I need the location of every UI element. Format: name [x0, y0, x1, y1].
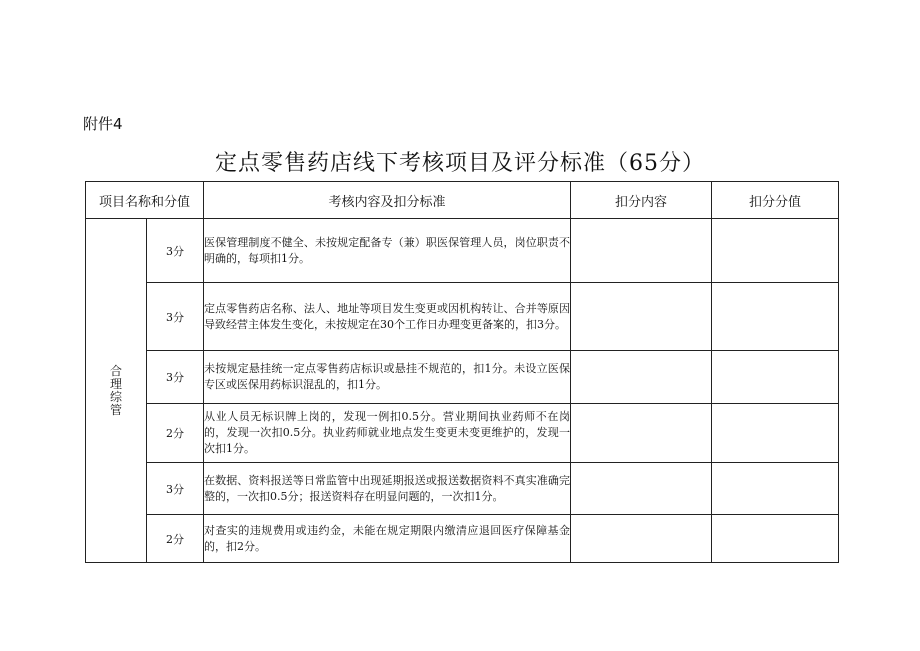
column-header-content: 考核内容及扣分标准: [204, 182, 571, 219]
table-row: [86, 515, 839, 563]
deduction-value-cell[interactable]: [712, 219, 839, 283]
column-header-deduction-value: 扣分分值: [712, 182, 839, 219]
table-row: [86, 404, 839, 463]
points-cell: 2分: [147, 404, 204, 463]
table-row: [86, 283, 839, 351]
points-cell: 3分: [147, 351, 204, 404]
points-cell: 3分: [147, 463, 204, 515]
column-header-item-name: 项目名称和分值: [86, 182, 204, 219]
deduction-value-cell[interactable]: [712, 463, 839, 515]
deduction-content-cell[interactable]: [571, 463, 712, 515]
criteria-cell: 未按规定悬挂统一定点零售药店标识或悬挂不规范的，扣1分。未设立医保专区或医保用药标识混乱的，扣1分。: [204, 351, 571, 404]
scoring-table: [85, 181, 839, 563]
criteria-cell: 从业人员无标识牌上岗的，发现一例扣0.5分。营业期间执业药师不在岗的，发现一次扣0.5分。执业药师就业地点发生变更未变更维护的，发现一次扣1分。: [204, 404, 571, 463]
table-row: [86, 219, 839, 283]
deduction-content-cell[interactable]: [571, 515, 712, 563]
deduction-value-cell[interactable]: [712, 351, 839, 404]
points-cell: 2分: [147, 515, 204, 563]
deduction-value-cell[interactable]: [712, 283, 839, 351]
table-row: [86, 463, 839, 515]
criteria-cell: 在数据、资料报送等日常监管中出现延期报送或报送数据资料不真实准确完整的，一次扣0.5分；报送资料存在明显问题的，一次扣1分。: [204, 463, 571, 515]
deduction-value-cell[interactable]: [712, 515, 839, 563]
column-header-deduction-content: 扣分内容: [571, 182, 712, 219]
deduction-content-cell[interactable]: [571, 283, 712, 351]
table-header-row: [86, 182, 839, 219]
deduction-value-cell[interactable]: [712, 404, 839, 463]
category-cell: [86, 219, 147, 563]
category-label: 合理综管: [109, 363, 122, 417]
deduction-content-cell[interactable]: [571, 351, 712, 404]
page-title: 定点零售药店线下考核项目及评分标准（65分）: [215, 151, 705, 176]
criteria-cell: 医保管理制度不健全、未按规定配备专（兼）职医保管理人员，岗位职责不明确的，每项扣1分。: [204, 219, 571, 283]
points-cell: 3分: [147, 283, 204, 351]
criteria-cell: 定点零售药店名称、法人、地址等项目发生变更或因机构转让、合并等原因导致经营主体发生变化，未按规定在30个工作日办理变更备案的，扣3分。: [204, 283, 571, 351]
deduction-content-cell[interactable]: [571, 219, 712, 283]
table-row: [86, 351, 839, 404]
points-cell: 3分: [147, 219, 204, 283]
attachment-label: 附件4: [83, 115, 123, 133]
deduction-content-cell[interactable]: [571, 404, 712, 463]
criteria-cell: 对查实的违规费用或违约金，未能在规定期限内缴清应退回医疗保障基金的，扣2分。: [204, 515, 571, 563]
